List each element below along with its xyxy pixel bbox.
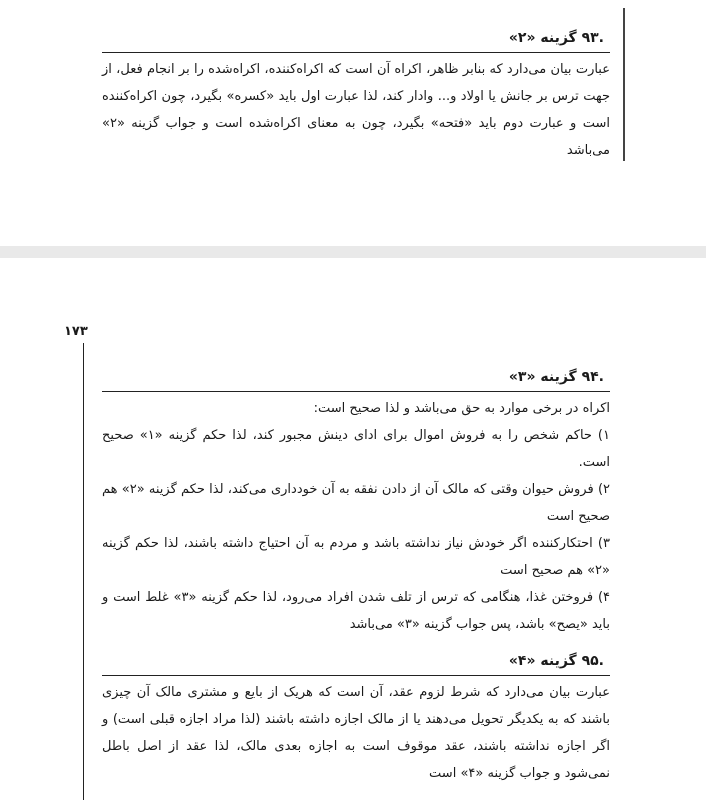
answer-94-body (102, 392, 610, 638)
answer-95-title: .۹۵ گزینه «۴» (489, 650, 610, 673)
answer-95-text: عبارت بیان می‌دارد که شرط لزوم عقد، آن است که هریک از بایع و مشتری مالک آن چیزی باشند که به یکدیگر تحویل می‌دهند یا از مالک اجازه داشته باشند (لذا مراد اجازه قبلی است) و اگر اجازه نداشته باشند، عقد موقوف است به اجازه بعدی مالک، لذا عقد از اصل باطل نمی‌شود و جواب گزینه «۴» است (102, 685, 610, 781)
answer-93-header (102, 27, 610, 53)
page-number: ۱۷۳ (64, 324, 88, 339)
answer-93 (102, 27, 610, 164)
margin-rule-bottom (83, 343, 84, 800)
answer-94-title: .۹۴ گزینه «۳» (489, 366, 610, 389)
answer-93-title: .۹۳ گزینه «۲» (489, 27, 610, 50)
answer-95 (102, 650, 610, 787)
answer-94-item-3: ۳) احتکارکننده اگر خودش نیاز نداشته باشد و مردم به آن احتیاج داشته باشند، لذا حکم گزینه «۲» هم صحیح است (102, 536, 610, 578)
answer-94-item-2: ۲) فروش حیوان وقتی که مالک آن از دادن نفقه به آن خودداری می‌کند، لذا حکم گزینه «۲» هم صحیح است (102, 482, 610, 524)
margin-rule-top (623, 8, 625, 161)
answer-94-item-4: ۴) فروختن غذا، هنگامی که ترس از تلف شدن افراد می‌رود، لذا حکم گزینه «۳» غلط است و باید «یصح» باشد، پس جواب گزینه «۳» می‌باشد (102, 590, 610, 632)
answer-94-header (102, 366, 610, 392)
answer-95-header (102, 650, 610, 676)
page-separator (0, 246, 706, 258)
answer-94-intro: اکراه در برخی موارد به حق می‌باشد و لذا صحیح است: (313, 401, 610, 416)
answer-94 (102, 366, 610, 638)
answer-93-text: عبارت بیان می‌دارد که بنابر ظاهر، اکراه آن است که اکراه‌کننده، اکراه‌شده را بر انجام فعل، از جهت ترس بر جانش یا اولاد و... وادار کند، لذا عبارت اول باید «کسره» بگیرد، چون اکراه‌کننده است و عبارت دوم باید «فتحه» بگیرد، چون به معنای اکراه‌شده است و جواب گزینه «۲» می‌باشد (102, 62, 610, 158)
answer-94-item-1: ۱) حاکم شخص را به فروش اموال برای ادای دینش مجبور کند، لذا حکم گزینه «۱» صحیح است. (102, 428, 610, 470)
